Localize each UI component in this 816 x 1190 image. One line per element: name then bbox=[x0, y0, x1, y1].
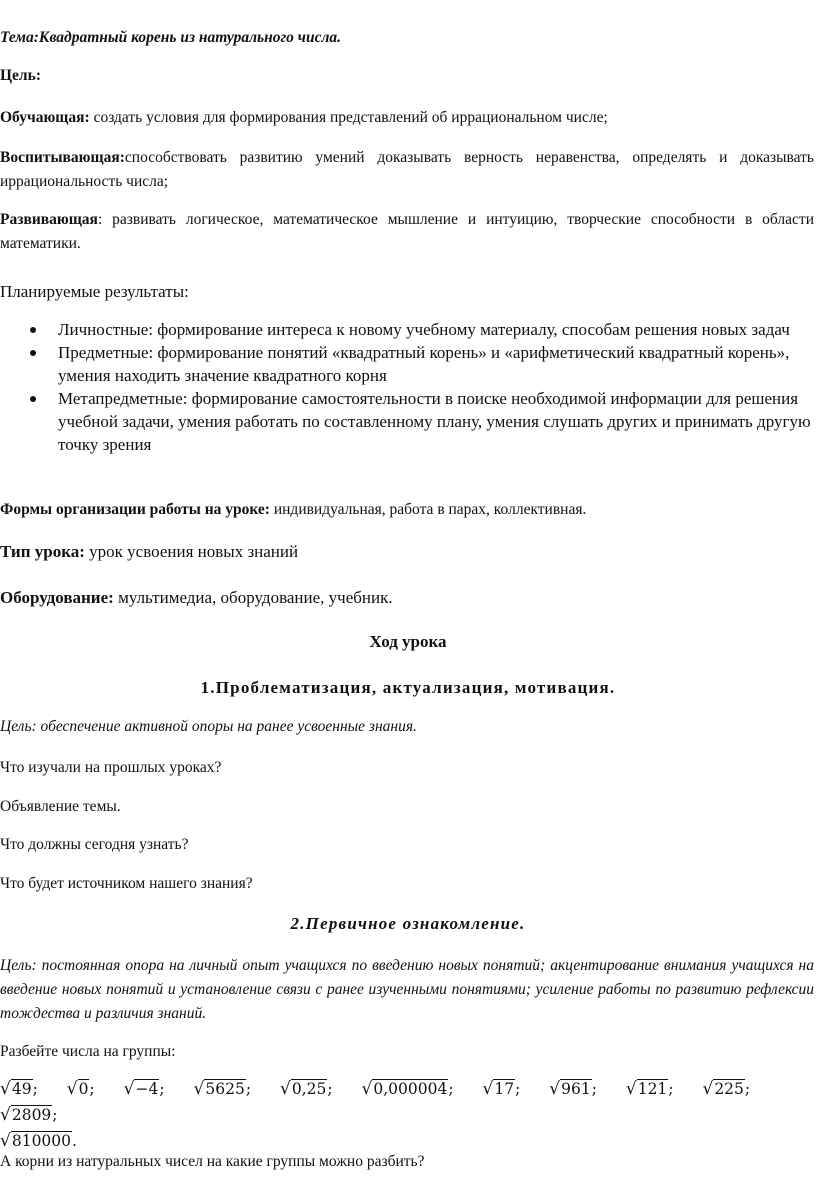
result-personal: Личностные: формирование интереса к новому учебному материалу, способам решения новых задач bbox=[58, 320, 790, 339]
equipment-label: Оборудование: bbox=[0, 588, 114, 607]
lesson-type-line bbox=[0, 540, 814, 564]
goal-teaching-label: Обучающая: bbox=[0, 109, 90, 126]
equipment-text: мультимедиа, оборудование, учебник. bbox=[113, 588, 393, 607]
roots-expression: √49; √0; √−4; √5625; √0,25; √0,000004; √17; √961; √121; √225; √2809; √810000. bbox=[0, 1076, 814, 1154]
section2-title: 2.Первичное ознакомление. bbox=[290, 914, 526, 933]
forms-line bbox=[0, 498, 814, 522]
section1-goal: Цель: обеспечение активной опоры на ранее усвоенные знания. bbox=[0, 718, 417, 735]
sqrt-term: √49 bbox=[0, 1079, 32, 1099]
sqrt-term: √0,25 bbox=[279, 1079, 327, 1099]
section1-question-3: Что должны сегодня узнать? bbox=[0, 836, 189, 853]
bullet-icon bbox=[30, 350, 36, 356]
bullet-icon bbox=[30, 396, 36, 402]
topic-heading: Тема:Квадратный корень из натурального числа. bbox=[0, 29, 342, 46]
sqrt-term: √−4 bbox=[123, 1079, 159, 1099]
course-title: Ход урока bbox=[369, 632, 447, 651]
list-item bbox=[0, 318, 814, 341]
goal-developing bbox=[0, 208, 814, 256]
section1-question-2: Объявление темы. bbox=[0, 798, 121, 815]
lesson-type-label: Тип урока: bbox=[0, 542, 85, 561]
section1-question-1: Что изучали на прошлых уроках? bbox=[0, 759, 222, 776]
goal-upbringing-label: Воспитывающая: bbox=[0, 149, 125, 166]
sqrt-term: √810000 bbox=[0, 1131, 72, 1151]
list-item bbox=[0, 387, 814, 456]
sqrt-term: √961 bbox=[549, 1079, 591, 1099]
bullet-icon bbox=[30, 327, 36, 333]
lesson-type-text: урок усвоения новых знаний bbox=[84, 542, 299, 561]
results-heading: Планируемые результаты: bbox=[0, 282, 189, 301]
goal-upbringing bbox=[0, 146, 814, 194]
sqrt-term: √0 bbox=[66, 1079, 89, 1099]
goal-label: Цель: bbox=[0, 67, 41, 84]
forms-label: Формы организации работы на уроке: bbox=[0, 501, 270, 518]
list-item bbox=[0, 341, 814, 387]
section2-question: А корни из натуральных чисел на какие группы можно разбить? bbox=[0, 1153, 425, 1170]
section2-goal: Цель: постоянная опора на личный опыт учащихся по введению новых понятий; акцентирование внимания учащихся на введение новых понятий и установление связи с ранее изученными понятиями; усиление работы по развитию рефлексии тождества и различия знаний. bbox=[0, 957, 814, 1022]
results-list bbox=[0, 318, 814, 456]
equipment-line bbox=[0, 586, 814, 610]
goal-developing-label: Развивающая bbox=[0, 211, 98, 228]
section1-title: 1.Проблематизация, актуализация, мотивация. bbox=[200, 678, 616, 697]
forms-text: индивидуальная, работа в парах, коллективная. bbox=[269, 501, 587, 518]
section1-question-4: Что будет источником нашего знания? bbox=[0, 875, 253, 892]
result-meta: Метапредметные: формирование самостоятельности в поиске необходимой информации для решения учебной задачи, умения работать по составленному плану, умения слушать других и принимать другую точку зрения bbox=[58, 389, 811, 454]
goal-teaching-text: создать условия для формирования представлений об иррациональном числе; bbox=[89, 109, 608, 126]
goal-teaching bbox=[0, 106, 814, 130]
sqrt-term: √5625 bbox=[193, 1079, 245, 1099]
section2-task: Разбейте числа на группы: bbox=[0, 1043, 176, 1060]
sqrt-term: √2809 bbox=[0, 1105, 52, 1125]
sqrt-term: √121 bbox=[625, 1079, 668, 1099]
goal-developing-text: : развивать логическое, математическое мышление и интуицию, творческие способности в области математики. bbox=[0, 211, 814, 252]
sqrt-term: √17 bbox=[482, 1079, 515, 1099]
result-subject: Предметные: формирование понятий «квадратный корень» и «арифметический квадратный корень», умения находить значение квадратного корня bbox=[58, 343, 790, 385]
sqrt-term: √225 bbox=[702, 1079, 744, 1099]
goal-upbringing-text: способствовать развитию умений доказывать верность неравенства, определять и доказывать иррациональность числа; bbox=[0, 149, 814, 190]
sqrt-term: √0,000004 bbox=[361, 1079, 448, 1099]
